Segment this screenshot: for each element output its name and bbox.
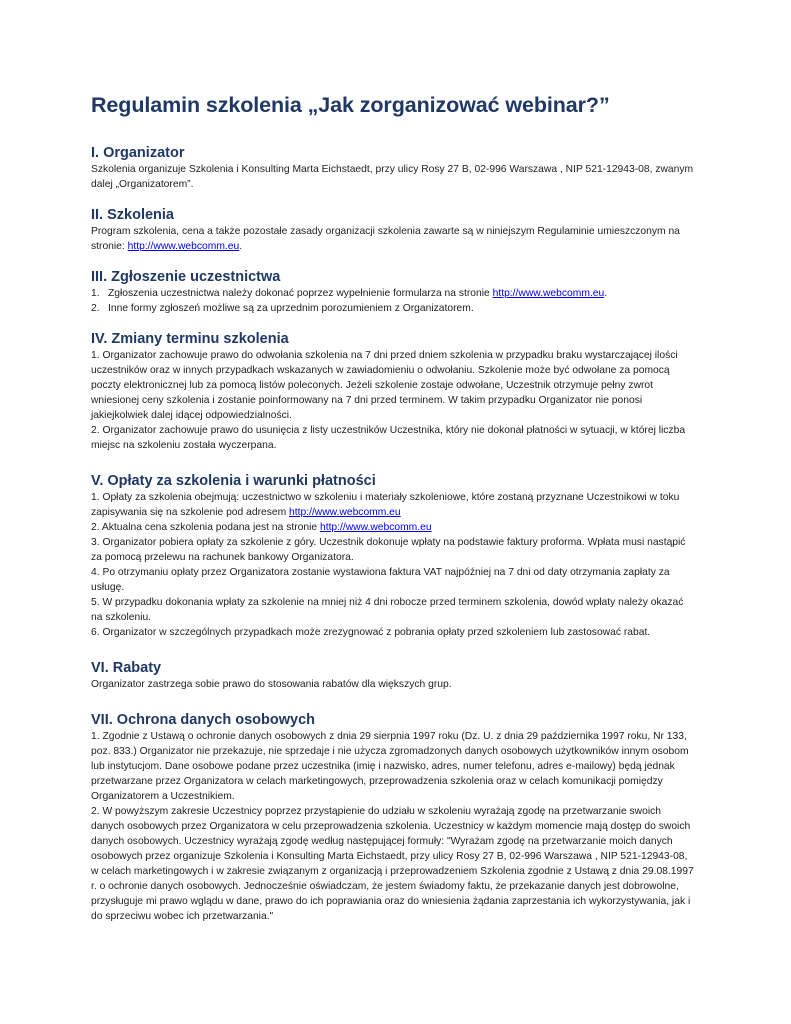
section-organizator [91, 144, 695, 192]
webcomm-link[interactable]: http://www.webcomm.eu [492, 288, 605, 299]
list-item: 2. W powyższym zakresie Uczestnicy poprzez przystąpienie do udziału w szkoleniu wyrażają zgodę na przetwarzanie swoich danych osobowych przez Organizatora w celu przeprowadzenia szkolenia. Uczestnicy w każdym momencie mają dostęp do swoich danych osobowych. Uczestnicy wyrażają zgodę według następującej formuły: "Wyrażam zgodę na przetwarzanie moich danych osobowych przez organizuje Szkolenia i Konsulting Marta Eichstaedt, przy ulicy Rosy 27 B, 02-996 Warszawa , NIP 521-12943-08, w celach marketingowych i w zakresie związanym z organizacją i przeprowadzeniem Szkolenia zgodnie z Ustawą z dnia 29.08.1997 r. o ochronie danych osobowych. Jednocześnie oświadczam, że jestem świadomy faktu, że przekazanie danych jest dobrowolne, przysługuje mi prawo wglądu w dane, prawo do ich poprawiania oraz do wniesienia żądania zaprzestania ich wykorzystywania, jak i do sprzeciwu wobec ich przetwarzania." [91, 806, 694, 922]
section-szkolenia [91, 206, 695, 254]
list-item [91, 301, 695, 316]
list-item: 1. Organizator zachowuje prawo do odwołania szkolenia na 7 dni przed dniem szkolenia w przypadku braku wystarczającej ilości uczestników oraz w innych przypadkach wskazanych w zawiadomieniu o odwołaniu. Szkolenie może być odwołane za pomocą poczty elektronicznej lub za pomocą listów poleconych. Jeżeli szkolenie zostaje odwołane, Uczestnik otrzymuje pełny zwrot wniesionej ceny szkolenia i zostanie poinformowany na 7 dni przed terminem. W takim przypadku Organizator nie ponosi jakiejkolwiek dalej idącej odpowiedzialności. [91, 350, 678, 421]
list-item: 5. W przypadku dokonania wpłaty za szkolenie na mniej niż 4 dni robocze przed terminem szkolenia, dowód wpłaty należy okazać na szkoleniu. [91, 597, 684, 623]
list-item [91, 286, 695, 301]
webcomm-link[interactable]: http://www.webcomm.eu [319, 522, 432, 533]
list-item: 4. Po otrzymaniu opłaty przez Organizatora zostanie wystawiona faktura VAT najpóźniej na 7 dni od daty otrzymania zapłaty za usługę. [91, 567, 670, 593]
list-item [91, 520, 695, 535]
list-item: 2. Organizator zachowuje prawo do usunięcia z listy uczestników Uczestnika, który nie dokonał płatności w sytuacji, w której liczba miejsc na szkoleniu została wyczerpana. [91, 425, 686, 451]
section-heading: III. Zgłoszenie uczestnictwa [91, 269, 281, 285]
webcomm-link[interactable]: http://www.webcomm.eu [127, 241, 240, 252]
text-fragment: 1. Opłaty za szkolenia obejmują: uczestnictwo w szkoleniu i materiały szkoleniowe, które zostaną przyznane Uczestnikowi w toku zapisywania się na szkolenie pod adresem [91, 492, 680, 518]
section-heading: IV. Zmiany terminu szkolenia [91, 331, 289, 347]
section-ochrona-danych [91, 711, 695, 924]
section-heading: VII. Ochrona danych osobowych [91, 712, 315, 728]
item-number: 2. [91, 303, 100, 314]
section-text: Szkolenia organizuje Szkolenia i Konsulting Marta Eichstaedt, przy ulicy Rosy 27 B, 02-996 Warszawa , NIP 521-12943-08, zwanym dalej „Organizatorem”. [91, 164, 694, 190]
webcomm-link[interactable]: http://www.webcomm.eu [289, 507, 401, 518]
text-fragment: . [239, 241, 243, 252]
list-item: 1. Zgodnie z Ustawą o ochronie danych osobowych z dnia 29 sierpnia 1997 roku (Dz. U. z dnia 29 października 1997 roku, Nr 133, poz. 833.) Organizator nie przekazuje, nie sprzedaje i nie użycza zgromadzonych danych osobowych użytkowników innym osobom lub instytucjom. Dane osobowe podane przez uczestnika (imię i nazwisko, adres, numer telefonu, adres e-mailowy) będą jednak przetwarzane przez Organizatora w celach marketingowych, przeprowadzenia szkolenia oraz w celach komunikacji pomiędzy Organizatorem a Uczestnikiem. [91, 731, 689, 802]
text-fragment: 2. Aktualna cena szkolenia podana jest na stronie [91, 522, 320, 533]
section-zmiany-terminu [91, 330, 695, 453]
section-text: Organizator zastrzega sobie prawo do stosowania rabatów dla większych grup. [91, 679, 452, 690]
section-heading: I. Organizator [91, 145, 185, 161]
list-item: 6. Organizator w szczególnych przypadkach może zrezygnować z pobrania opłaty przed szkoleniem lub zastosować rabat. [91, 627, 651, 638]
section-heading: VI. Rabaty [91, 660, 162, 676]
section-heading: II. Szkolenia [91, 207, 174, 223]
document-title: Regulamin szkolenia „Jak zorganizować webinar?” [91, 93, 610, 117]
section-oplaty [91, 472, 695, 640]
text-fragment: Zgłoszenia uczestnictwa należy dokonać poprzez wypełnienie formularza na stronie [108, 288, 493, 299]
section-zgloszenie [91, 268, 695, 316]
text-fragment: Program szkolenia, cena a także pozostałe zasady organizacji szkolenia zawarte są w niniejszym Regulaminie umieszczonym na stronie: [91, 226, 680, 252]
text-fragment: Inne formy zgłoszeń możliwe są za uprzednim porozumieniem z Organizatorem. [108, 303, 474, 314]
section-rabaty [91, 659, 695, 692]
section-text [91, 224, 695, 254]
text-fragment: . [604, 288, 608, 299]
item-number: 1. [91, 288, 100, 299]
list-item: 3. Organizator pobiera opłaty za szkolenie z góry. Uczestnik dokonuje wpłaty na podstawie faktury proforma. Wpłata musi nastąpić za pomocą przelewu na rachunek bankowy Organizatora. [91, 537, 686, 563]
section-heading: V. Opłaty za szkolenia i warunki płatności [91, 473, 376, 489]
list-item [91, 490, 695, 520]
